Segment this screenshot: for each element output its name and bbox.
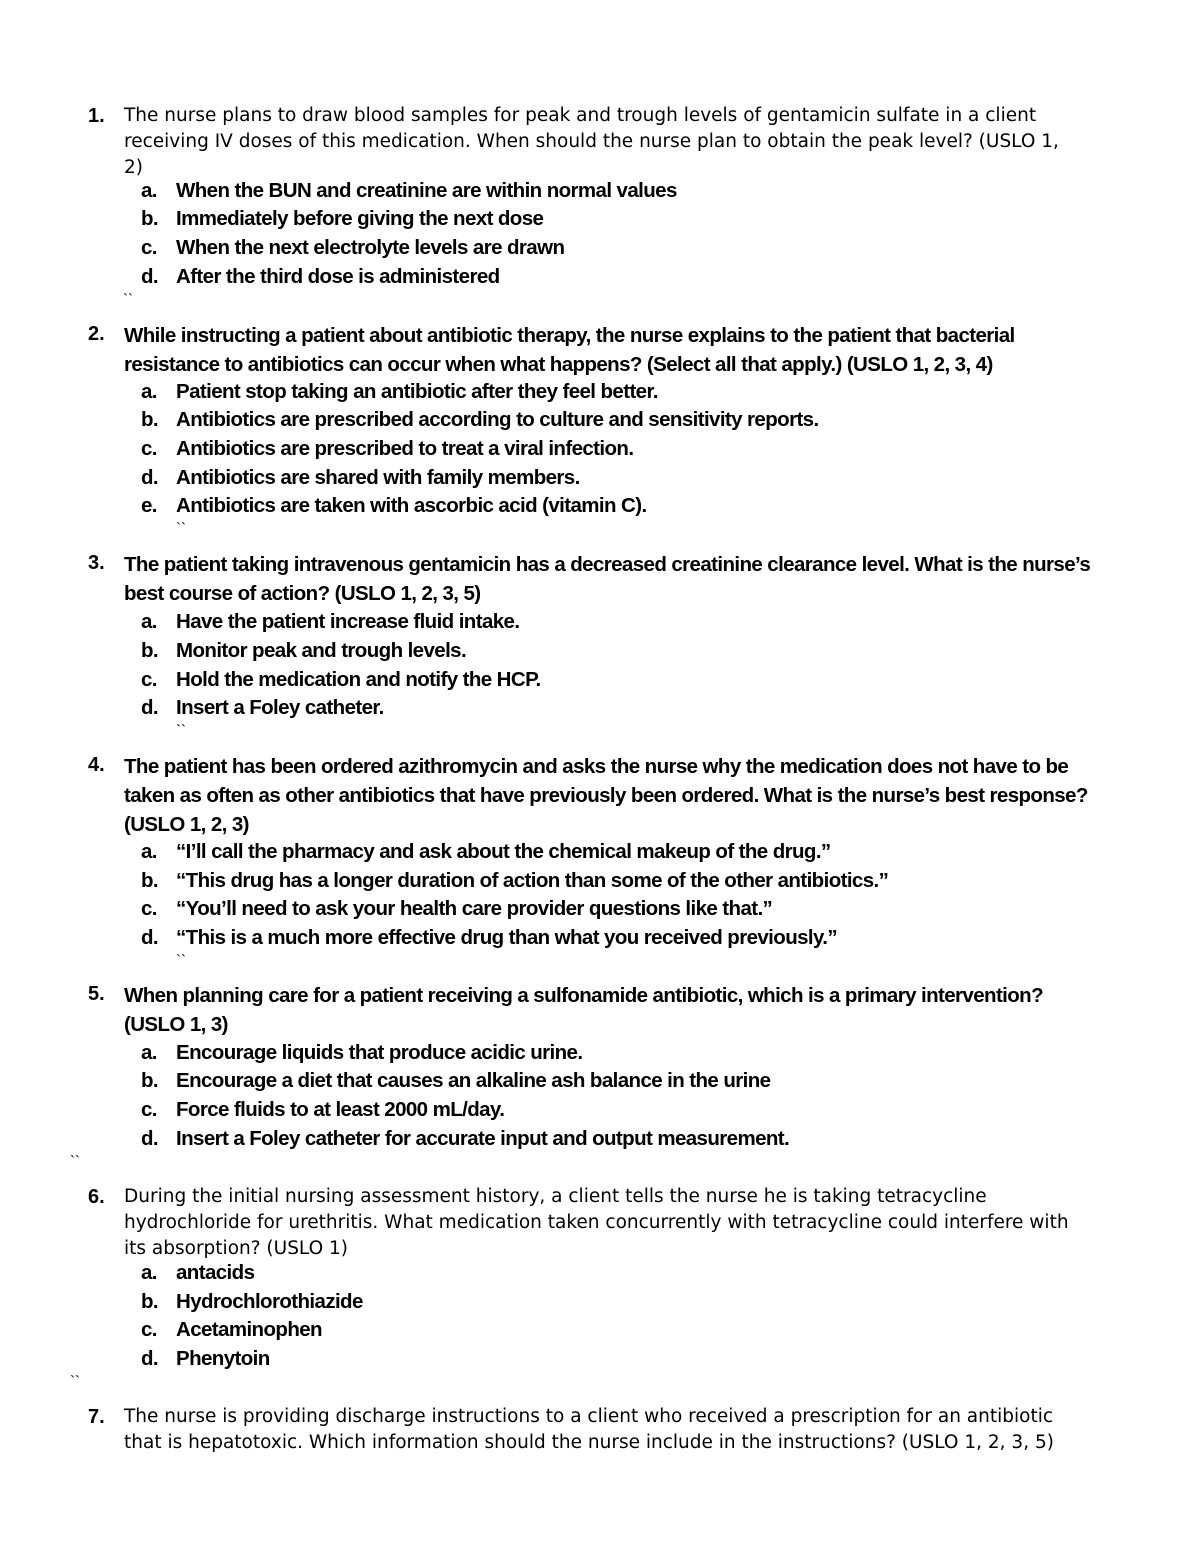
option-1d: [0, 263, 1200, 291]
option-letter: b.: [141, 639, 159, 662]
option-text: Patient stop taking an antibiotic after they feel better.: [176, 380, 658, 403]
option-letter: c.: [141, 437, 157, 460]
question-line: resistance to antibiotics can occur when what happens? (Select all that apply.) (USLO 1, 2, 3, 4): [124, 353, 993, 376]
option-letter: d.: [141, 926, 159, 949]
option-letter: a.: [141, 380, 157, 403]
option-text: After the third dose is administered: [176, 265, 500, 288]
tick-mark: ``: [70, 1153, 80, 1170]
option-text: “This is a much more effective drug than what you received previously.”: [176, 926, 838, 949]
option-text: Antibiotics are taken with ascorbic acid (vitamin C).: [176, 494, 647, 517]
option-2e: [0, 492, 1200, 520]
option-5a: [0, 1039, 1200, 1067]
option-letter: b.: [141, 869, 159, 892]
option-6b: [0, 1288, 1200, 1316]
option-text: Insert a Foley catheter.: [176, 696, 384, 719]
question-line: When planning care for a patient receiving a sulfonamide antibiotic, which is a primary intervention?: [124, 984, 1044, 1007]
question-stem: [124, 550, 1134, 608]
option-letter: c.: [141, 1318, 157, 1341]
question-stem: [124, 1404, 1134, 1456]
option-text: Antibiotics are shared with family members.: [176, 466, 580, 489]
question-line: that is hepatotoxic. Which information should the nurse include in the instructions? (USLO 1, 2, 3, 5): [124, 1432, 1054, 1453]
option-letter: d.: [141, 466, 159, 489]
question-stem: [124, 321, 1134, 379]
question-line: The nurse plans to draw blood samples for peak and trough levels of gentamicin sulfate in a client: [124, 105, 1037, 126]
option-letter: a.: [141, 1261, 157, 1284]
question-number: 2.: [88, 323, 105, 345]
option-1b: [0, 205, 1200, 233]
question-line: 2): [124, 157, 143, 178]
option-1a: [0, 177, 1200, 205]
option-text: When the BUN and creatinine are within normal values: [176, 179, 677, 202]
option-letter: e.: [141, 494, 157, 517]
option-text: Encourage liquids that produce acidic urine.: [176, 1041, 583, 1064]
option-letter: a.: [141, 179, 157, 202]
option-4a: [0, 838, 1200, 866]
option-5d: [0, 1125, 1200, 1153]
option-letter: b.: [141, 1290, 159, 1313]
option-text: “You’ll need to ask your health care provider questions like that.”: [176, 897, 773, 920]
option-letter: c.: [141, 897, 157, 920]
option-text: Hydrochlorothiazide: [176, 1290, 363, 1313]
option-text: Antibiotics are prescribed to treat a viral infection.: [176, 437, 634, 460]
option-text: Force fluids to at least 2000 mL/day.: [176, 1098, 505, 1121]
tick-mark: ``: [70, 1373, 80, 1390]
option-letter: a.: [141, 1041, 157, 1064]
question-line: The nurse is providing discharge instructions to a client who received a prescription for an antibiotic: [124, 1406, 1054, 1427]
question-line: receiving IV doses of this medication. When should the nurse plan to obtain the peak level? (USLO 1,: [124, 131, 1059, 152]
option-2d: [0, 464, 1200, 492]
option-text: Insert a Foley catheter for accurate input and output measurement.: [176, 1127, 790, 1150]
option-3b: [0, 637, 1200, 665]
option-text: Hold the medication and notify the HCP.: [176, 668, 541, 691]
question-line: During the initial nursing assessment history, a client tells the nurse he is taking tetracycline: [124, 1186, 987, 1207]
option-3c: [0, 666, 1200, 694]
option-text: “I’ll call the pharmacy and ask about the chemical makeup of the drug.”: [176, 840, 831, 863]
option-2a: [0, 378, 1200, 406]
option-text: When the next electrolyte levels are drawn: [176, 236, 565, 259]
option-6a: [0, 1259, 1200, 1287]
option-text: Antibiotics are prescribed according to culture and sensitivity reports.: [176, 408, 819, 431]
tick-mark: ``: [176, 722, 186, 739]
option-text: “This drug has a longer duration of action than some of the other antibiotics.”: [176, 869, 889, 892]
question-stem: [124, 752, 1134, 839]
option-letter: d.: [141, 1347, 159, 1370]
option-letter: d.: [141, 1127, 159, 1150]
option-letter: b.: [141, 408, 159, 431]
option-letter: d.: [141, 696, 159, 719]
option-text: Have the patient increase fluid intake.: [176, 610, 520, 633]
question-line: The patient taking intravenous gentamicin has a decreased creatinine clearance level. What is the nurse’s: [124, 553, 1091, 576]
question-line: (USLO 1, 3): [124, 1013, 228, 1036]
question-stem: [124, 1184, 1134, 1262]
question-number: 3.: [88, 552, 105, 574]
option-3d: [0, 694, 1200, 722]
question-stem: [124, 103, 1134, 181]
tick-mark: ``: [176, 520, 186, 537]
question-number: 5.: [88, 983, 105, 1005]
option-5b: [0, 1067, 1200, 1095]
option-letter: c.: [141, 1098, 157, 1121]
option-letter: a.: [141, 840, 157, 863]
question-line: its absorption? (USLO 1): [124, 1238, 349, 1259]
option-1c: [0, 234, 1200, 262]
question-line: The patient has been ordered azithromycin and asks the nurse why the medication does not have to be: [124, 755, 1069, 778]
option-3a: [0, 608, 1200, 636]
option-6c: [0, 1316, 1200, 1344]
question-stem: [124, 981, 1134, 1039]
tick-mark: ``: [123, 291, 133, 308]
option-letter: b.: [141, 207, 159, 230]
option-text: Acetaminophen: [176, 1318, 322, 1341]
option-text: antacids: [176, 1261, 255, 1284]
option-4b: [0, 867, 1200, 895]
option-letter: a.: [141, 610, 157, 633]
question-line: best course of action? (USLO 1, 2, 3, 5): [124, 582, 481, 605]
option-5c: [0, 1096, 1200, 1124]
question-line: (USLO 1, 2, 3): [124, 813, 249, 836]
question-number: 7.: [88, 1406, 105, 1428]
question-line: taken as often as other antibiotics that have previously been ordered. What is the nurse’s best response?: [124, 784, 1088, 807]
tick-mark: ``: [176, 952, 186, 969]
option-4c: [0, 895, 1200, 923]
question-line: While instructing a patient about antibiotic therapy, the nurse explains to the patient that bacterial: [124, 324, 1015, 347]
option-text: Encourage a diet that causes an alkaline ash balance in the urine: [176, 1069, 771, 1092]
option-2c: [0, 435, 1200, 463]
option-letter: c.: [141, 668, 157, 691]
option-text: Phenytoin: [176, 1347, 270, 1370]
option-letter: d.: [141, 265, 159, 288]
question-number: 1.: [88, 105, 105, 127]
question-line: hydrochloride for urethritis. What medication taken concurrently with tetracycline could interfere with: [124, 1212, 1069, 1233]
question-number: 4.: [88, 754, 105, 776]
option-text: Immediately before giving the next dose: [176, 207, 544, 230]
option-2b: [0, 406, 1200, 434]
question-number: 6.: [88, 1186, 105, 1208]
option-6d: [0, 1345, 1200, 1373]
option-4d: [0, 924, 1200, 952]
option-letter: c.: [141, 236, 157, 259]
option-letter: b.: [141, 1069, 159, 1092]
option-text: Monitor peak and trough levels.: [176, 639, 467, 662]
